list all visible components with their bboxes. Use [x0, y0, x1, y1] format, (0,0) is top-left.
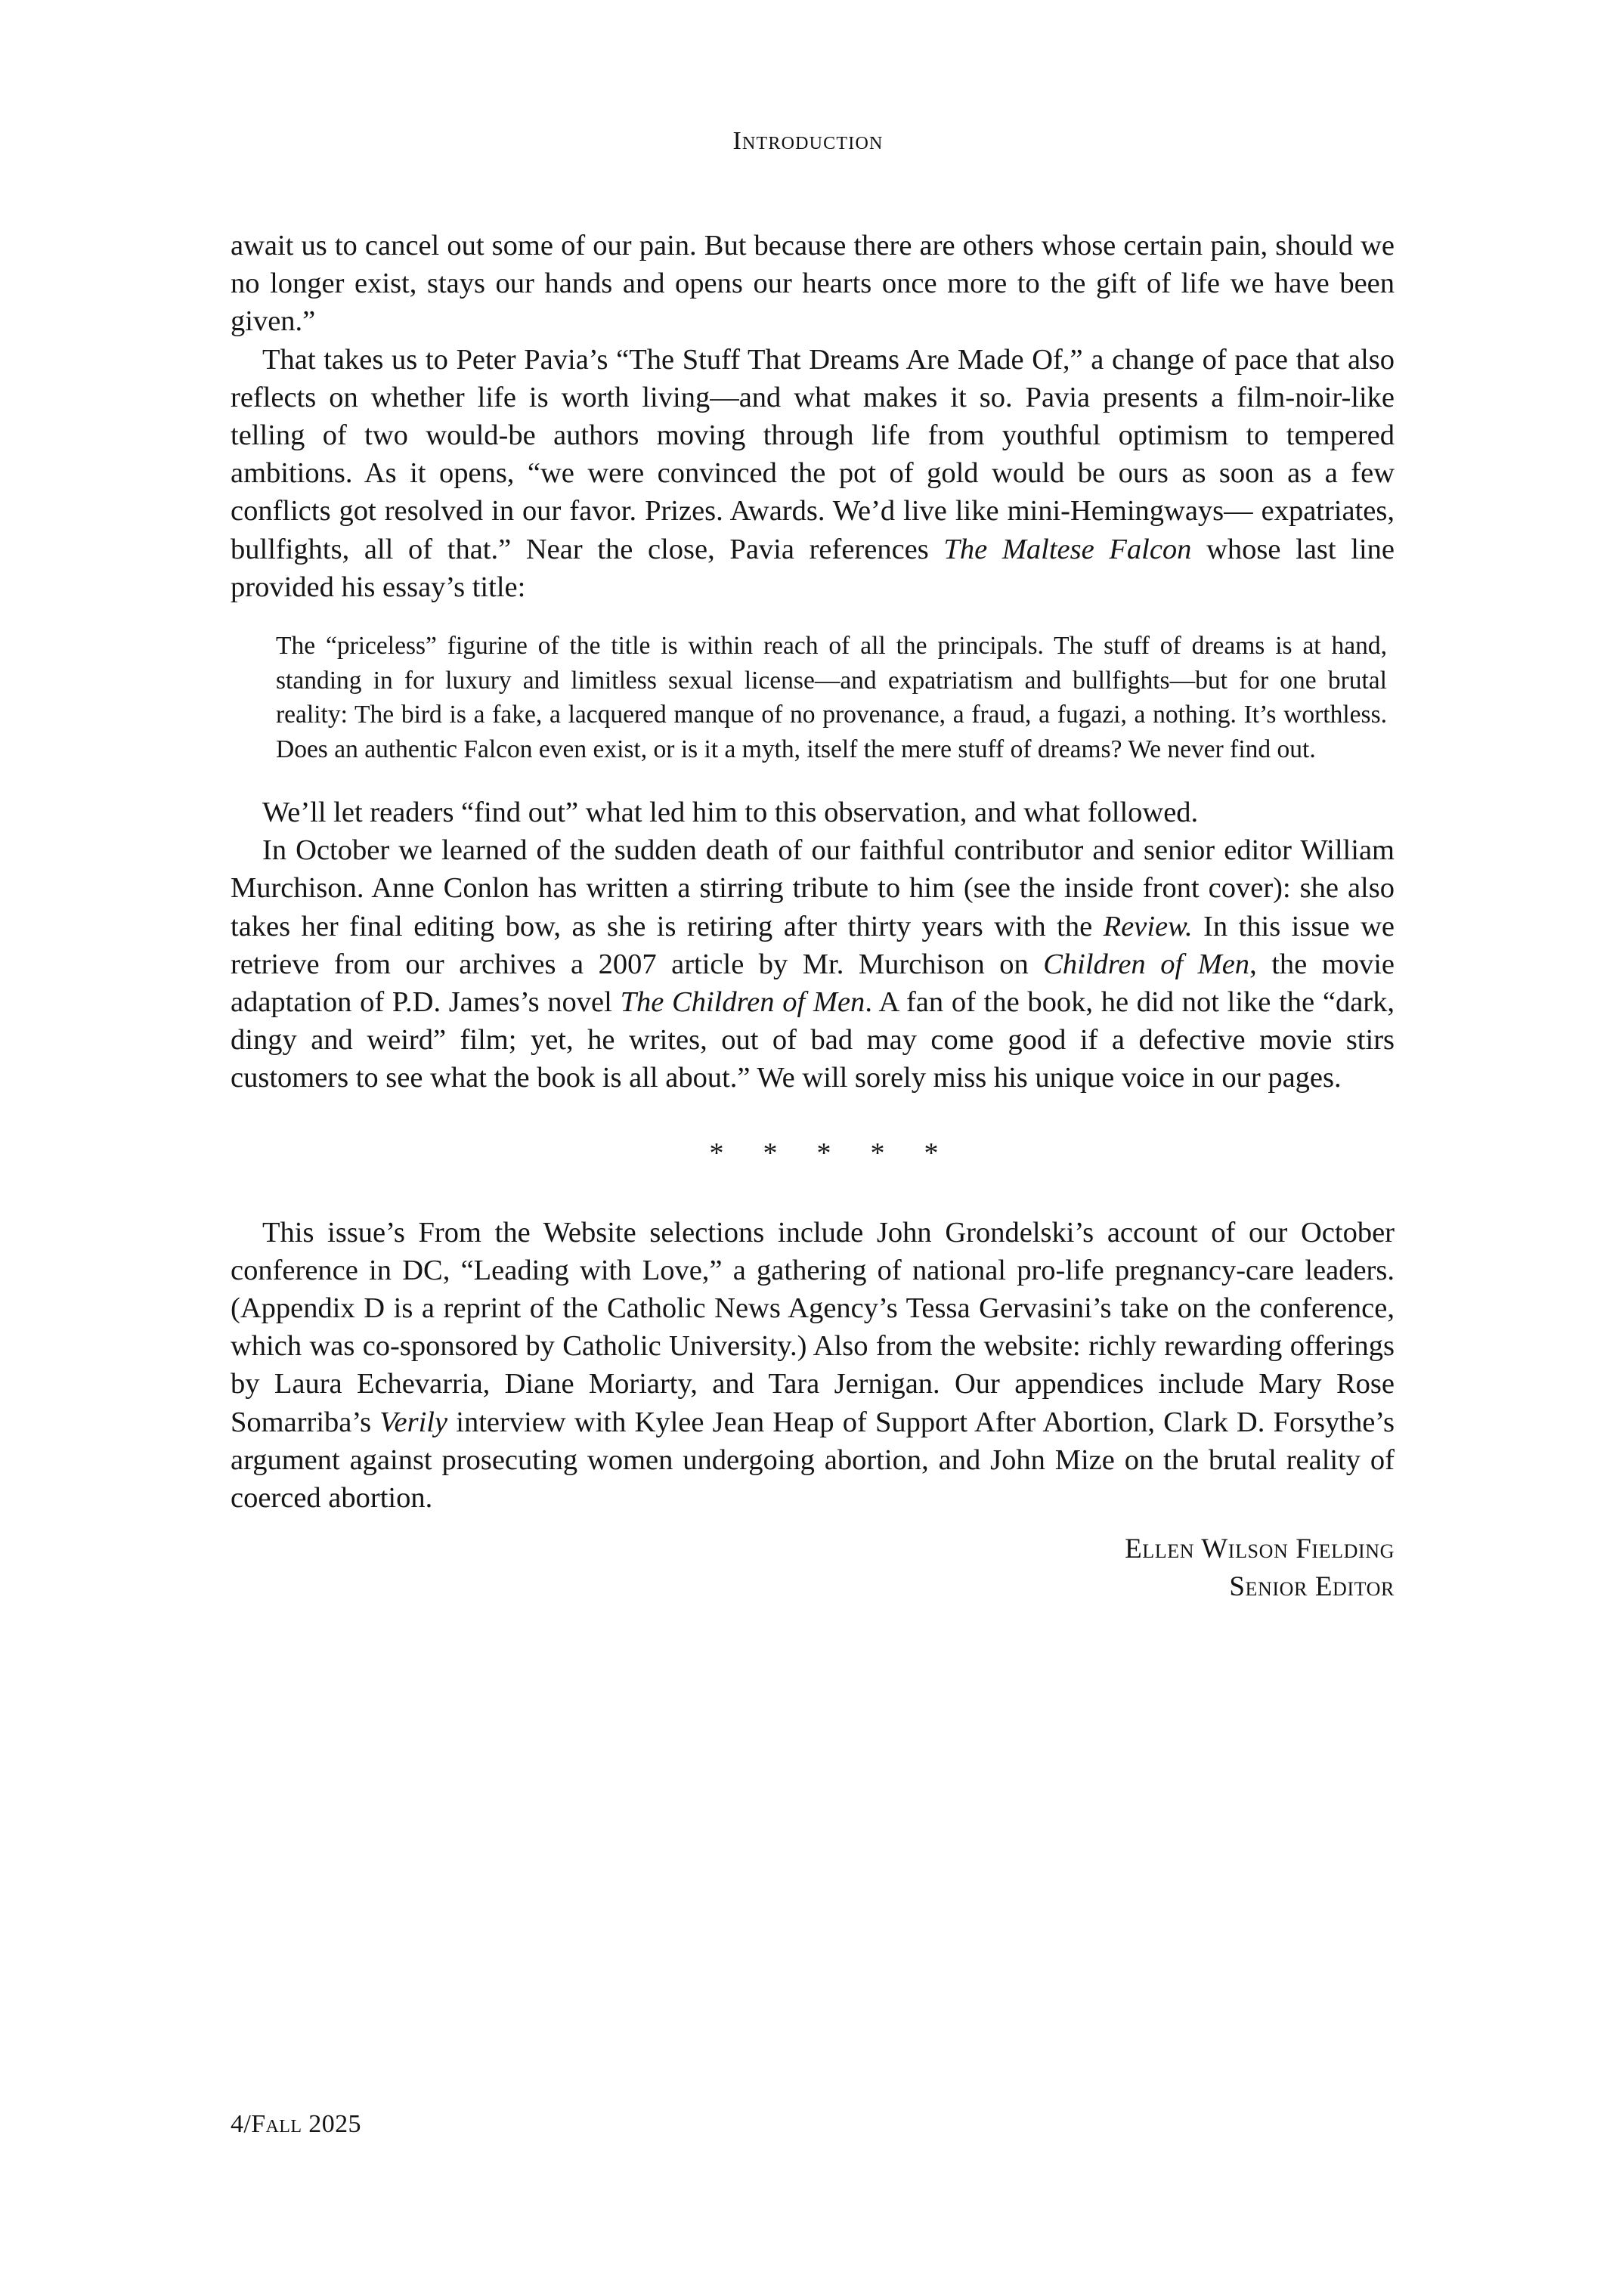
paragraph-find-out: [231, 794, 1395, 831]
signature-name: Ellen Wilson Fielding: [1125, 1533, 1395, 1565]
paragraph-text-part-c: , the movie adaptation of P.D. James’s novel: [231, 948, 1395, 1019]
paragraph-text: We’ll let readers “find out” what led him to this observation, and what followed.: [262, 797, 1199, 829]
paragraph-text: await us to cancel out some of our pain. But because there are others whose certain pain, should we no longer exist, stays our hands and opens our hearts once more to the gift of life we have been given.”: [231, 230, 1395, 338]
title-maltese-falcon: The Maltese Falcon: [943, 533, 1192, 565]
blockquote-pavia-excerpt: [276, 629, 1387, 766]
asterisk-5: *: [924, 1137, 939, 1169]
running-head: Introduction: [732, 127, 884, 155]
paragraph-continuation: [231, 227, 1395, 341]
asterisk-divider: [231, 1137, 1395, 1170]
signature-title: Senior Editor: [1229, 1571, 1395, 1603]
asterisk-4: *: [870, 1137, 885, 1169]
paragraph-text-part-a: This issue’s From the Website selections include John Grondelski’s account of our October conference in DC, “Leading with Love,” a gathering of national pro-life pregnancy-care leaders. (Appendix D is a reprint of the Catholic News Agency’s Tessa Gervasini’s take on the conference, which was co-sponsored by Catholic University.) Also from the website: richly rewarding offerings by Laura Echevarria, Diane Moriarty, and Tara Jernigan. Our appendices include Mary Rose Somarriba’s: [231, 1216, 1395, 1438]
paragraph-pavia: [231, 341, 1395, 606]
signature-block: [231, 1530, 1395, 1606]
title-verily: Verily: [379, 1406, 448, 1438]
blockquote-text: The “priceless” figurine of the title is within reach of all the principals. The stuff of dreams is at hand, standing in for luxury and limitless sexual license—and expatriatism and bullfights—but for one brutal reality: The bird is a fake, a lacquered manque of no provenance, a fraud, a fugazi, a nothing. It’s worthless. Does an authentic Falcon even exist, or is it a myth, itself the mere stuff of dreams? We never find out.: [276, 632, 1387, 763]
asterisk-1: *: [709, 1137, 724, 1169]
paragraph-text-part-b: interview with Kylee Jean Heap of Support After Abortion, Clark D. Forsythe’s argument against prosecuting women undergoing abortion, and John Mize on the brutal reality of coerced abortion.: [231, 1406, 1395, 1515]
page-folio: 4/Fall 2025: [231, 2110, 361, 2138]
asterisk-3: *: [816, 1137, 831, 1169]
title-children-of-men: Children of Men: [1043, 948, 1250, 980]
paragraph-text-part-b: In this issue we retrieve from our archives a 2007 article by Mr. Murchison on: [231, 910, 1395, 980]
asterisk-2: *: [763, 1137, 778, 1169]
title-review: Review.: [1103, 910, 1193, 942]
main-text-column: [231, 227, 1395, 1606]
spacer: [231, 766, 1395, 794]
paragraph-text-part-a: In October we learned of the sudden death of our faithful contributor and senior editor William Murchison. Anne Conlon has written a stirring tribute to him (see the inside front cover): she also takes her final editing bow, as she is retiring after thirty years with the: [231, 834, 1395, 942]
paragraph-website-selections: [231, 1214, 1395, 1518]
paragraph-text-part-a: That takes us to Peter Pavia’s “The Stuff That Dreams Are Made Of,” a change of pace that also reflects on whether life is worth living—and what makes it so. Pavia presents a film-noir-like telling of two would-be authors moving through life from youthful optimism to tempered ambitions. As it opens, “we were convinced the pot of gold would be ours as soon as a few conflicts got resolved in our favor. Prizes. Awards. We’d live like mini-Hemingways— expatriates, bullfights, all of that.” Near the close, Pavia references: [231, 343, 1395, 565]
paragraph-text-part-d: . A fan of the book, he did not like the “dark, dingy and weird” film; yet, he writes, out of bad may come good if a defective movie stirs customers to see what the book is all about.” We will sorely miss his unique voice in our pages.: [231, 986, 1395, 1094]
paragraph-text-part-b: whose last line provided his essay’s title:: [231, 533, 1395, 603]
title-the-children-of-men: The Children of Men: [620, 986, 865, 1019]
paragraph-murchison: [231, 831, 1395, 1097]
